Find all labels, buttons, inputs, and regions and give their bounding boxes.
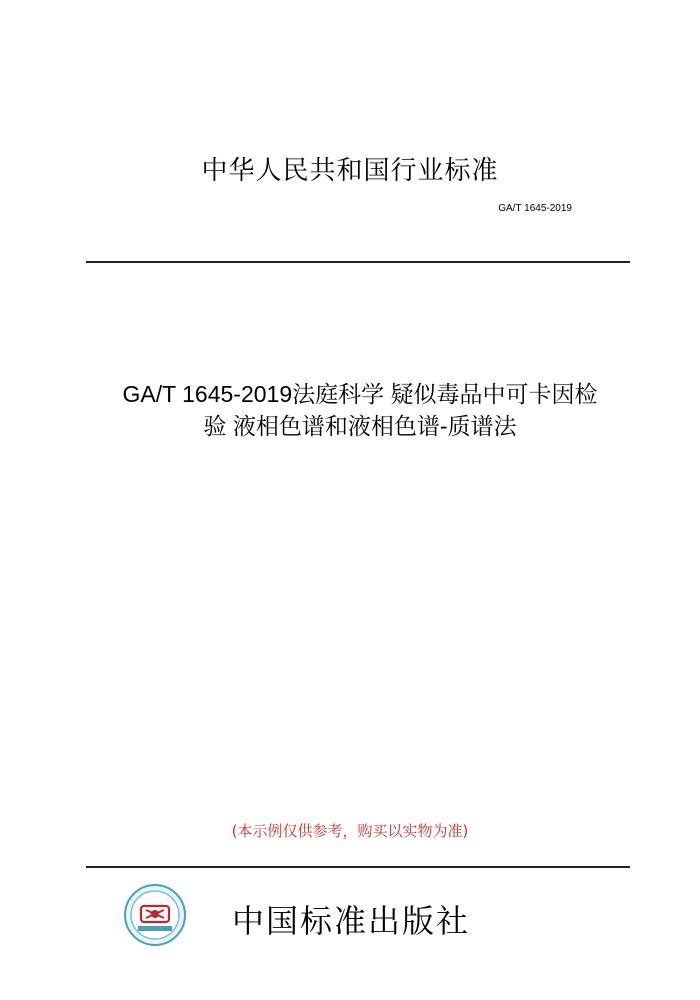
document-title-line-2: 验 液相色谱和液相色谱-质谱法 bbox=[203, 413, 517, 439]
standard-category-title: 中华人民共和国行业标准 bbox=[201, 156, 499, 186]
top-divider bbox=[86, 261, 630, 263]
sample-notice: (本示例仅供参考，购买以实物为准) bbox=[231, 822, 469, 840]
standard-code: GA/T 1645-2019 bbox=[498, 203, 572, 214]
publisher-seal-icon bbox=[124, 884, 186, 946]
document-title bbox=[40, 378, 680, 442]
document-title-line-1: GA/T 1645-2019法庭科学 疑似毒品中可卡因检 bbox=[122, 381, 598, 407]
publisher-name: 中国标准出版社 bbox=[232, 902, 471, 940]
bottom-divider bbox=[86, 866, 630, 868]
